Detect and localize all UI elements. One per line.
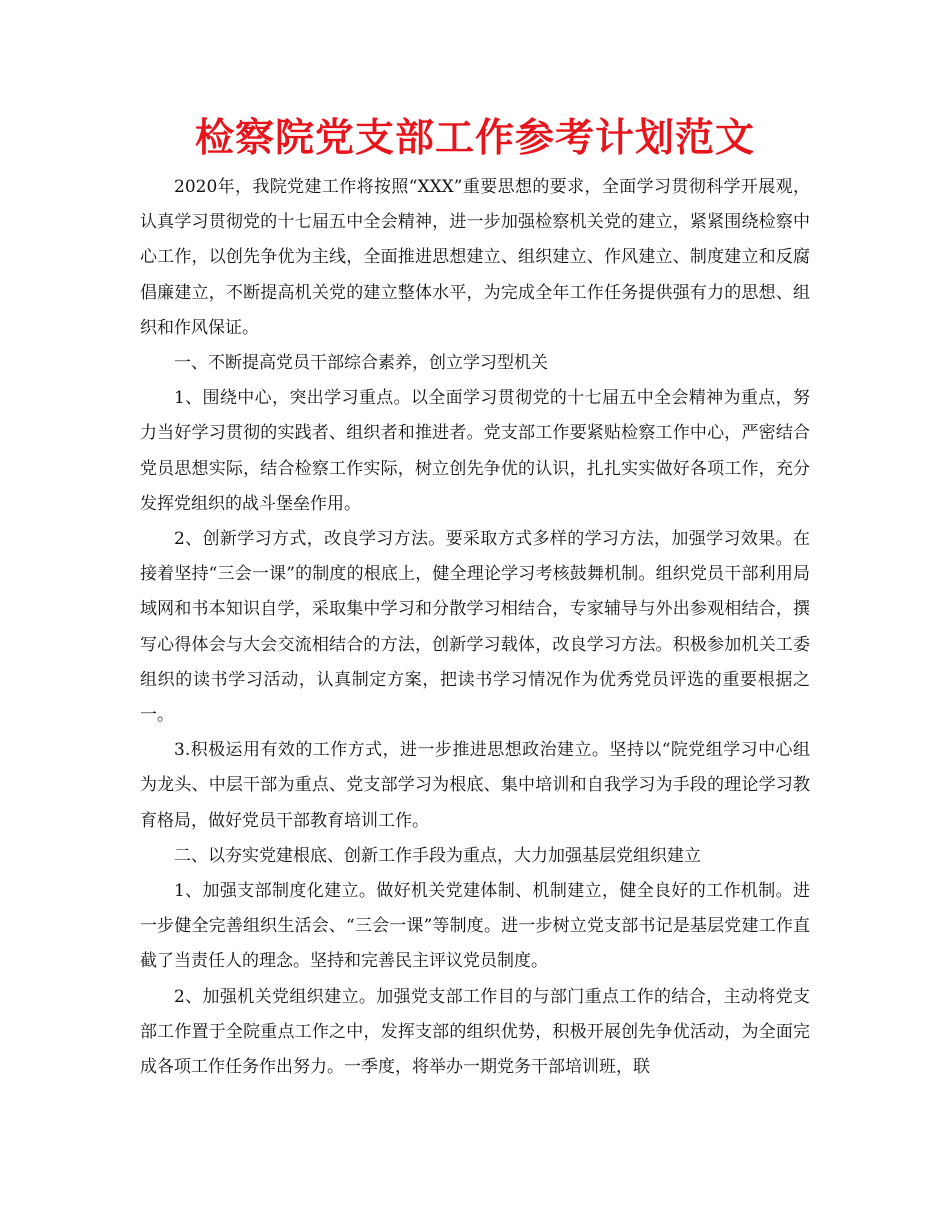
paragraph-2-2: 2、加强机关党组织建立。加强党支部工作目的与部门重点工作的结合，主动将党支部工作置于全院重点工作之中，发挥支部的组织优势，积极开展创先争优活动，为全面完成各项工作任务作出努力。一季度，将举办一期党务干部培训班，联 <box>140 986 810 1078</box>
paragraph-1-3: 3.积极运用有效的工作方式，进一步推进思想政治建立。坚持以“院党组学习中心组为龙头、中层干部为重点、党支部学习为根底、集中培训和自我学习为手段的理论学习教育格局，做好党员干部教育培训工作。 <box>140 740 810 831</box>
paragraph-intro: 2020年，我院党建工作将按照“XXX”重要思想的要求，全面学习贯彻科学开展观，认真学习贯彻党的十七届五中全会精神，进一步加强检察机关党的建立，紧紧围绕检察中心工作，以创先争优为主线，全面推进思想建立、组织建立、作风建立、制度建立和反腐倡廉建立，不断提高机关党的建立整体水平，为完成全年工作任务提供强有力的思想、组织和作风保证。 <box>140 177 810 338</box>
paragraph-1-1: 1、围绕中心，突出学习重点。以全面学习贯彻党的十七届五中全会精神为重点，努力当好学习贯彻的实践者、组织者和推进者。党支部工作要紧贴检察工作中心，严密结合党员思想实际，结合检察工作实际，树立创先争优的认识，扎扎实实做好各项工作，充分发挥党组织的战斗堡垒作用。 <box>140 388 810 514</box>
document-title: 检察院党支部工作参考计划范文 <box>194 115 755 161</box>
section-heading-2: 二、以夯实党建根底、创新工作手段为重点，大力加强基层党组织建立 <box>174 845 701 866</box>
section-heading-1: 一、不断提高党员干部综合素养，创立学习型机关 <box>174 353 548 374</box>
paragraph-2-1: 1、加强支部制度化建立。做好机关党建体制、机制建立，健全良好的工作机制。进一步健全完善组织生活会、“三会一课”等制度。进一步树立党支部书记是基层党建工作直截了当责任人的理念。坚持和完善民主评议党员制度。 <box>140 881 810 972</box>
paragraph-1-2: 2、创新学习方式，改良学习方法。要采取方式多样的学习方法，加强学习效果。在接着坚持“三会一课”的制度的根底上，健全理论学习考核鼓舞机制。组织党员干部利用局域网和书本知识自学，采取集中学习和分散学习相结合，专家辅导与外出参观相结合，撰写心得体会与大会交流相结合的方法，创新学习载体，改良学习方法。积极参加机关工委组织的读书学习活动，认真制定方案，把读书学习情况作为优秀党员评选的重要根据之一。 <box>140 529 810 726</box>
